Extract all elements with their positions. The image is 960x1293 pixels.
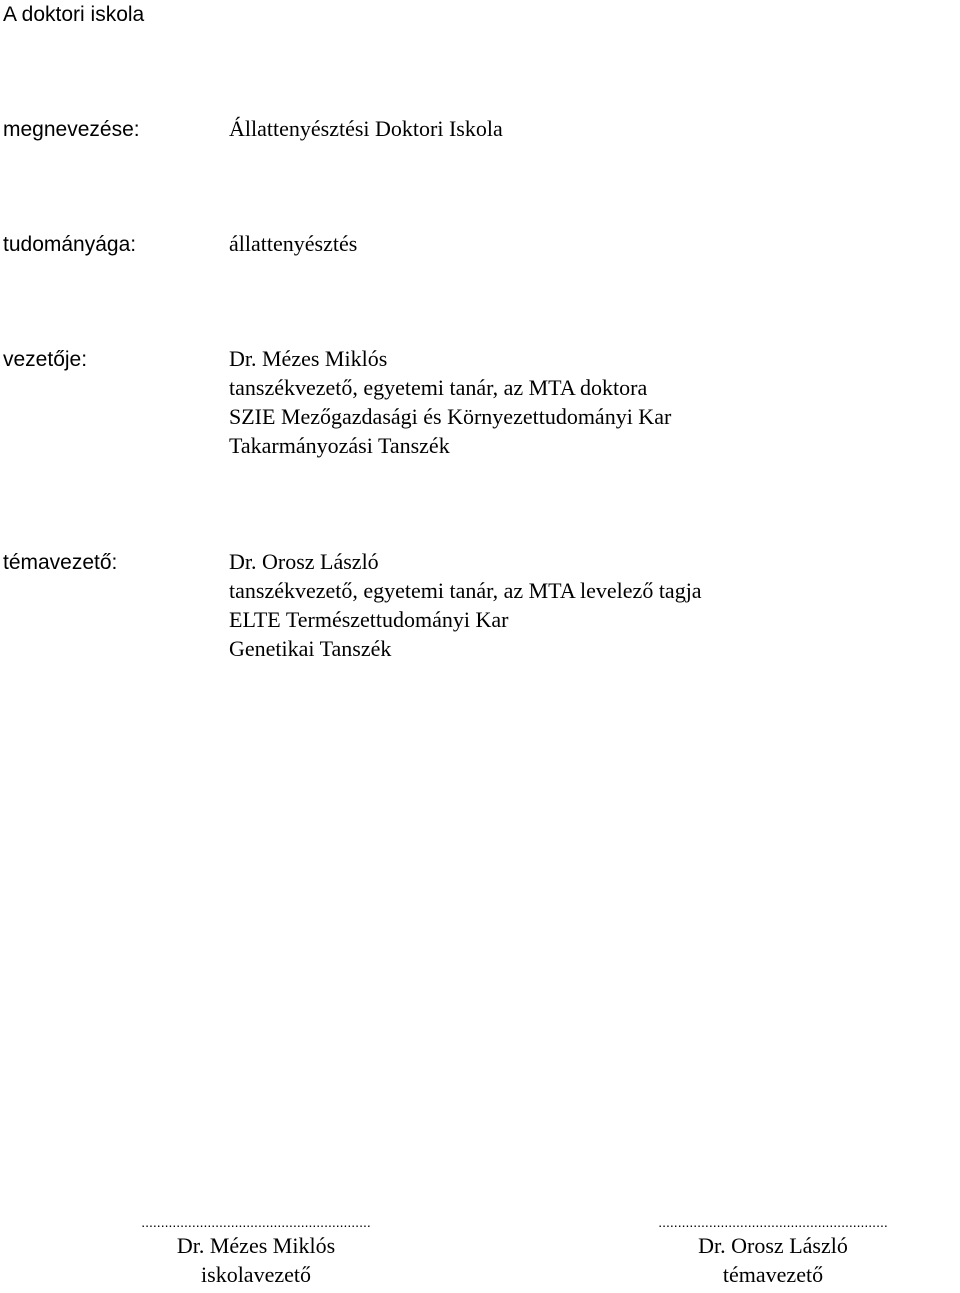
leader-department: Takarmányozási Tanszék xyxy=(229,433,450,458)
signature-line-left: ........................................................... xyxy=(141,1214,371,1230)
discipline-label: tudományága: xyxy=(3,233,137,256)
leader-name: Dr. Mézes Miklós xyxy=(229,346,388,371)
signature-right xyxy=(583,1213,960,1289)
leader-label: vezetője: xyxy=(3,348,88,371)
supervisor-position: tanszékvezető, egyetemi tanár, az MTA levelező tagja xyxy=(229,578,702,603)
page-heading: A doktori iskola xyxy=(3,3,145,26)
signature-right-role: témavezető xyxy=(722,1262,824,1287)
supervisor-department: Genetikai Tanszék xyxy=(229,636,392,661)
signature-left-role: iskolavezető xyxy=(201,1262,311,1287)
signature-right-name: Dr. Orosz László xyxy=(698,1233,848,1258)
discipline-value: állattenyésztés xyxy=(229,231,358,256)
school-name-value: Állattenyésztési Doktori Iskola xyxy=(229,116,503,141)
supervisor-label: témavezető: xyxy=(3,551,118,574)
name-label: megnevezése: xyxy=(3,118,140,141)
supervisor-block xyxy=(229,547,702,663)
leader-position: tanszékvezető, egyetemi tanár, az MTA doktora xyxy=(229,375,648,400)
supervisor-faculty: ELTE Természettudományi Kar xyxy=(229,607,509,632)
signature-left-name: Dr. Mézes Miklós xyxy=(176,1233,336,1258)
supervisor-name: Dr. Orosz László xyxy=(229,549,379,574)
signature-left xyxy=(66,1213,446,1289)
leader-faculty: SZIE Mezőgazdasági és Környezettudományi Kar xyxy=(229,404,672,429)
leader-block xyxy=(229,344,671,460)
signature-line-right: ........................................................... xyxy=(658,1214,888,1230)
